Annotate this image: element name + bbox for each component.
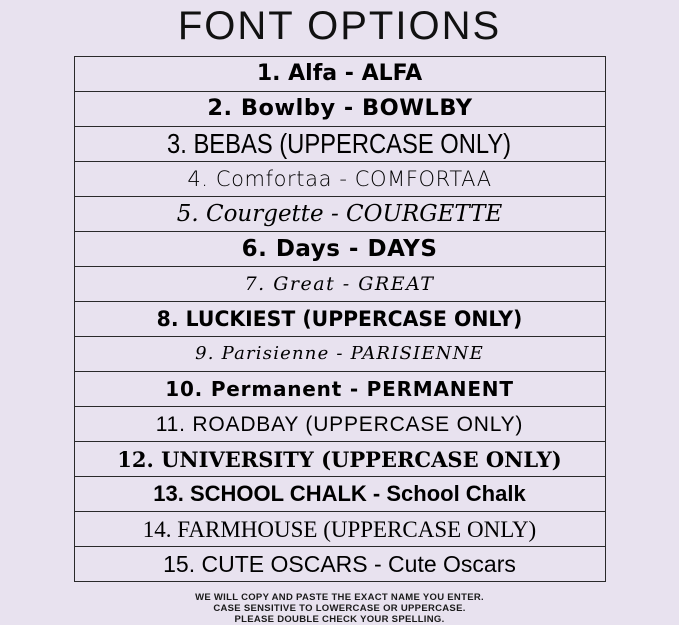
footer-note bbox=[195, 592, 484, 625]
font-option-row[interactable] bbox=[75, 372, 605, 407]
font-option-label: 8. LUCKIEST (UPPERCASE ONLY) bbox=[156, 306, 523, 331]
font-option-row[interactable] bbox=[75, 127, 605, 162]
font-option-label: 7. Great - GREAT bbox=[244, 272, 435, 295]
font-option-row[interactable] bbox=[75, 337, 605, 372]
font-option-row[interactable] bbox=[75, 197, 605, 232]
font-option-row[interactable] bbox=[75, 267, 605, 302]
font-option-row[interactable] bbox=[75, 92, 605, 127]
font-option-row[interactable] bbox=[75, 162, 605, 197]
font-option-row[interactable] bbox=[75, 512, 605, 547]
font-option-row[interactable] bbox=[75, 57, 605, 92]
font-option-row[interactable] bbox=[75, 442, 605, 477]
font-option-label: 1. Alfa - ALFA bbox=[256, 61, 423, 86]
font-option-label: 14. FARMHOUSE (UPPERCASE ONLY) bbox=[142, 516, 537, 542]
font-option-row[interactable] bbox=[75, 302, 605, 337]
font-option-row[interactable] bbox=[75, 547, 605, 582]
font-option-label: 4. Comfortaa - COMFORTAA bbox=[187, 166, 492, 191]
font-option-label: 12. UNIVERSITY (UPPERCASE ONLY) bbox=[117, 446, 562, 472]
footer-line-1: WE WILL COPY AND PASTE THE EXACT NAME YOU ENTER. bbox=[195, 592, 484, 603]
font-option-label: 15. CUTE OSCARS - Cute Oscars bbox=[163, 550, 516, 577]
font-option-label: 11. ROADBAY (UPPERCASE ONLY) bbox=[155, 412, 524, 436]
font-option-label: 3. BEBAS (UPPERCASE ONLY) bbox=[167, 127, 512, 160]
font-option-label: 2. Bowlby - BOWLBY bbox=[206, 96, 473, 121]
footer-line-3: PLEASE DOUBLE CHECK YOUR SPELLING. bbox=[234, 614, 445, 625]
font-option-row[interactable] bbox=[75, 407, 605, 442]
footer-line-2: CASE SENSITIVE TO LOWERCASE OR UPPERCASE. bbox=[213, 603, 466, 614]
font-option-label: 5. Courgette - COURGETTE bbox=[176, 200, 503, 227]
font-option-label: 13. SCHOOL CHALK - School Chalk bbox=[153, 481, 526, 506]
font-options-table bbox=[74, 56, 606, 582]
page-title: FONT OPTIONS bbox=[177, 4, 502, 48]
font-option-row[interactable] bbox=[75, 477, 605, 512]
font-option-label: 6. Days - DAYS bbox=[241, 235, 438, 262]
font-option-label: 10. Permanent - PERMANENT bbox=[165, 377, 514, 401]
font-option-row[interactable] bbox=[75, 232, 605, 267]
font-option-label: 9. Parisienne - PARISIENNE bbox=[195, 343, 484, 364]
